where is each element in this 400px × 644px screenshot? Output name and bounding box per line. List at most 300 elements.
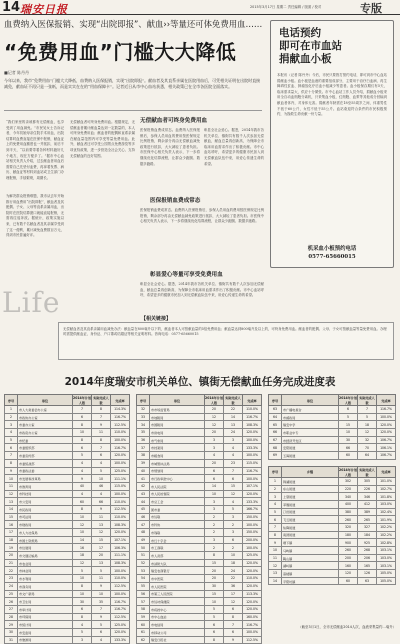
table-cell: 市交通运输局	[18, 552, 73, 560]
table-row	[269, 485, 396, 493]
table-cell: 22	[5, 567, 18, 575]
table-cell: 68	[269, 444, 282, 452]
col-header: 序号	[269, 466, 282, 477]
table-cell: 18	[73, 552, 92, 560]
table-cell: 陶山镇	[282, 554, 339, 562]
table-cell: 市红十字会	[150, 536, 205, 544]
table-cell: 5	[73, 567, 92, 575]
table-cell: 7	[92, 605, 111, 613]
table-cell: 市委宣传部	[18, 452, 73, 460]
table-cell: 103.0%	[377, 500, 396, 508]
table-cell: 市科协	[150, 521, 205, 529]
table-cell: 8	[92, 436, 111, 444]
table-cell: 2	[5, 413, 18, 421]
table-cell: 200.0%	[243, 536, 262, 544]
table-cell: 14	[205, 482, 224, 490]
table-cell: 101.0%	[377, 477, 396, 485]
table-cell: 10	[269, 547, 282, 555]
table-cell: 59	[137, 613, 150, 621]
table-cell: 仙降街道	[282, 523, 339, 531]
table-cell: 市疾控中心	[150, 605, 205, 613]
table-cell: 60	[339, 452, 358, 460]
table-cell: 120.0%	[111, 452, 130, 460]
table-cell: 116.7%	[111, 413, 130, 421]
table-row	[137, 567, 262, 575]
table-row	[137, 521, 262, 529]
table-cell: 36	[224, 582, 243, 590]
article-lead: 今年以来，我市“免费用血”门槛大大降低，血费纳入医保报销，实现“出院即报”。献血者及其直系亲属在医院用血后，可凭相关证明在出院时直接减免，献血证不再只是一张纸，而是实实在在的“用血保障卡”。记者近日从市中心血站获悉，相关政策已在全市各医院全面落实。	[4, 78, 261, 89]
table-cell: 平阳坑镇	[282, 577, 339, 585]
table-cell: 180	[339, 531, 358, 539]
col-header: 序号	[5, 395, 18, 406]
table-cell: 6	[92, 628, 111, 636]
table-cell: 120.0%	[243, 598, 262, 606]
table-cell: 10	[73, 513, 92, 521]
table-cell: 30	[339, 436, 358, 444]
table-row	[269, 421, 396, 429]
table-cell: 市工商联	[150, 544, 205, 552]
table-cell: 46	[137, 513, 150, 521]
table-cell: 103.0%	[377, 554, 396, 562]
table-cell: 市规划局	[150, 467, 205, 475]
table-cell: 120.0%	[243, 582, 262, 590]
table-cell: 4	[92, 459, 111, 467]
table-cell: 10	[5, 475, 18, 483]
table-cell: 瑞安农商银行	[150, 567, 205, 575]
table-cell: 飞云街道	[282, 516, 339, 524]
table-row	[5, 575, 130, 583]
section-subhead: 无偿献血者可终身免费用血	[140, 118, 208, 124]
township-table	[268, 466, 396, 586]
table-cell: 100.0%	[111, 567, 130, 575]
table-cell: 101.8%	[377, 493, 396, 501]
table-cell: 64	[269, 413, 282, 421]
table-cell: 玉海街道	[282, 452, 339, 460]
table-cell: 6	[73, 605, 92, 613]
table-cell: 13	[5, 498, 18, 506]
table-row	[5, 505, 130, 513]
table-cell: 7	[224, 467, 243, 475]
table-cell: 2	[205, 544, 224, 552]
table-cell: 150.0%	[243, 529, 262, 537]
table-row	[137, 421, 262, 429]
table-cell: 60	[339, 577, 358, 585]
table-cell: 100.0%	[243, 521, 262, 529]
table-cell: 112.5%	[111, 421, 130, 429]
table-cell: 4	[73, 467, 92, 475]
table-row	[5, 529, 130, 537]
table-cell: 110.0%	[111, 429, 130, 437]
related-info-tag: 【相关链接】	[138, 315, 174, 322]
table-block	[136, 394, 262, 644]
table-cell: 108.3%	[243, 421, 262, 429]
table-cell: 30	[73, 598, 92, 606]
table-cell: 58	[137, 605, 150, 613]
table-cell: 市委政法委	[18, 467, 73, 475]
table-cell: 56	[137, 590, 150, 598]
table-cell: 33	[137, 413, 150, 421]
progress-table	[268, 394, 396, 460]
table-cell: 108.3%	[111, 521, 130, 529]
table-cell: 市职业中专	[282, 429, 339, 437]
table-cell: 14	[73, 536, 92, 544]
table-cell: 南滨街道	[282, 531, 339, 539]
table-cell: 226	[358, 485, 377, 493]
table-cell: 10	[339, 429, 358, 437]
table-cell: 13	[92, 521, 111, 529]
table-row	[137, 406, 262, 414]
table-cell: 5	[73, 628, 92, 636]
table-cell: 市经济开发区	[282, 436, 339, 444]
masthead	[0, 0, 400, 15]
table-row	[5, 452, 130, 460]
table-row	[5, 521, 130, 529]
table-cell: 25	[5, 590, 18, 598]
table-cell: 马屿镇	[282, 547, 339, 555]
table-cell: 市纪委	[18, 436, 73, 444]
table-row	[137, 467, 262, 475]
table-row	[137, 505, 262, 513]
table-cell: 100.0%	[111, 490, 130, 498]
table-cell: 31	[5, 636, 18, 644]
table-row	[137, 452, 262, 460]
table-cell: 103.1%	[377, 547, 396, 555]
table-row	[5, 459, 130, 467]
table-cell: 市政协办公室	[18, 413, 73, 421]
table-cell: 57	[137, 598, 150, 606]
table-cell: 106.1%	[377, 444, 396, 452]
table-row	[137, 498, 262, 506]
table-cell: 120.0%	[377, 429, 396, 437]
table-row	[137, 444, 262, 452]
table-cell: 市林业局	[18, 567, 73, 575]
article-column: 医保报销血费成常态。血费纳入医保报销后，参保人员用血的费用按医保规定比例报销，剩余部分再由无偿献血减免政策进行抵扣，大大减轻了患者负担。市医保中心相关负责人表示，下一步将继续优化结算流程，让群众少跑腿、数据多跑路。	[140, 208, 264, 224]
table-cell: 220	[339, 485, 358, 493]
table-cell: 14	[224, 413, 243, 421]
table-cell: 3	[224, 529, 243, 537]
table-cell: 15	[339, 421, 358, 429]
table-cell: 120.0%	[243, 559, 262, 567]
table-cell: 166.7%	[243, 505, 262, 513]
table-cell: 45	[137, 505, 150, 513]
related-info-box	[58, 322, 394, 360]
table-cell: 12	[224, 598, 243, 606]
table-cell: 63	[358, 577, 377, 585]
table-cell: 9	[92, 505, 111, 513]
table-row	[269, 570, 396, 578]
table-cell: 8	[73, 613, 92, 621]
table-cell: 12	[73, 521, 92, 529]
table-row	[5, 498, 130, 506]
table-row	[5, 436, 130, 444]
table-row	[137, 598, 262, 606]
table-cell: 17	[92, 544, 111, 552]
table-cell: 70	[358, 444, 377, 452]
col-header: 序号	[269, 395, 282, 406]
table-cell: 100.0%	[111, 436, 130, 444]
table-cell: 3	[269, 493, 282, 501]
table-cell: 市公安局	[18, 498, 73, 506]
table-row	[137, 429, 262, 437]
table-row	[269, 554, 396, 562]
table-row	[137, 482, 262, 490]
table-cell: 20	[205, 567, 224, 575]
table-cell: 4	[73, 490, 92, 498]
table-cell: 40	[137, 467, 150, 475]
table-cell: 市档案局	[150, 444, 205, 452]
table-cell: 市第三人民医院	[150, 590, 205, 598]
table-cell: 8	[205, 552, 224, 560]
sidebar-hotline: 机采血小板预约电话 0577-65660015	[307, 246, 357, 260]
divider	[4, 110, 262, 111]
table-cell: 112.5%	[243, 636, 262, 644]
article-headline: “免费用血”门槛大大降低	[4, 40, 237, 64]
table-cell: 市中医院	[150, 575, 205, 583]
table-cell: 2	[224, 521, 243, 529]
table-cell: 100.0%	[243, 452, 262, 460]
table-cell: 瑞安日报社	[150, 636, 205, 644]
table-cell: 8	[205, 636, 224, 644]
table-cell: 47	[137, 521, 150, 529]
table-cell: 63	[269, 406, 282, 414]
table-cell: 39	[137, 459, 150, 467]
table-row	[137, 559, 262, 567]
table-cell: 7	[92, 444, 111, 452]
table-cell: 20	[5, 552, 18, 560]
table-cell: 20	[205, 406, 224, 414]
table-cell: 市住建局	[18, 544, 73, 552]
table-row	[269, 452, 396, 460]
table-block	[4, 394, 130, 644]
table-cell: 3	[205, 505, 224, 513]
table-cell: 12	[205, 421, 224, 429]
table-cell: 市文广新局	[18, 590, 73, 598]
table-cell: 9	[92, 421, 111, 429]
section-label: 专版	[360, 2, 382, 15]
sidebar-title: 电话预约 即可在市血站 捐献血小板	[279, 27, 342, 65]
table-cell: 市人民检察院	[150, 490, 205, 498]
table-cell: 市财政局	[18, 521, 73, 529]
table-cell: 9	[5, 467, 18, 475]
table-row	[269, 562, 396, 570]
table-cell: 412	[358, 500, 377, 508]
table-cell: 4	[5, 429, 18, 437]
table-cell: 20	[205, 429, 224, 437]
table-cell: 11	[269, 554, 282, 562]
table-cell: 市城管执法局	[150, 459, 205, 467]
table-cell: 5	[224, 505, 243, 513]
table-cell: 8	[73, 505, 92, 513]
table-cell: 5	[5, 436, 18, 444]
table-row	[269, 500, 396, 508]
table-cell: 19	[5, 544, 18, 552]
table-cell: 12	[205, 413, 224, 421]
section-subhead: 彰显爱心等量可享受免费用血	[150, 272, 223, 278]
table-cell: 市商务局	[18, 582, 73, 590]
table-cell: 安阳街道	[282, 444, 339, 452]
table-cell: 7	[92, 413, 111, 421]
article-kicker: 血费纳入医保报销、实现“出院即报”、献血››等量还可体免费用血……	[4, 19, 263, 29]
table-cell: 市地税局	[150, 413, 205, 421]
table-row	[5, 636, 130, 644]
table-cell: 110.0%	[243, 406, 262, 414]
table-cell: 69	[269, 452, 282, 460]
table-cell: 12	[269, 562, 282, 570]
table-cell: 52	[137, 559, 150, 567]
table-cell: 市人大常委会办公室	[18, 406, 73, 414]
table-cell: 41	[137, 475, 150, 483]
table-cell: 市供电局	[150, 429, 205, 437]
table-cell: 184	[358, 531, 377, 539]
table-block	[268, 394, 396, 585]
table-cell: 26	[5, 598, 18, 606]
table-cell: 6	[224, 536, 243, 544]
table-row	[137, 459, 262, 467]
table-cell: 团市委	[150, 505, 205, 513]
table-cell: 51	[137, 552, 150, 560]
col-header: 2014年计划人数	[339, 396, 357, 405]
table-cell: 268	[358, 547, 377, 555]
table-cell: 市教育局	[18, 482, 73, 490]
table-cell: 16	[5, 521, 18, 529]
table-cell: 103.1%	[377, 562, 396, 570]
table-cell: 11	[92, 513, 111, 521]
table-cell: 150.0%	[243, 513, 262, 521]
table-cell: 东山街道	[282, 485, 339, 493]
table-cell: 14	[269, 577, 282, 585]
table-cell: 10	[73, 590, 92, 598]
table-cell: 265	[358, 516, 377, 524]
table-row	[137, 613, 262, 621]
table-row	[269, 577, 396, 585]
table-cell: 市市场监管局	[150, 406, 205, 414]
table-cell: 6	[224, 605, 243, 613]
table-cell: 100.0%	[111, 459, 130, 467]
table-cell: 106.7%	[377, 452, 396, 460]
table-cell: 6	[339, 406, 358, 414]
table-cell: 4	[224, 444, 243, 452]
table-cell: 62	[137, 636, 150, 644]
table-cell: 市中心血站	[150, 613, 205, 621]
table-cell: 108.3%	[111, 559, 130, 567]
table-cell: 6	[224, 475, 243, 483]
table-cell: 市残联	[150, 529, 205, 537]
table-row	[137, 628, 262, 636]
table-cell: 5	[92, 621, 111, 629]
table-cell: 15	[92, 536, 111, 544]
table-cell: 37	[137, 444, 150, 452]
table-cell: 65	[269, 421, 282, 429]
table-cell: 6	[224, 628, 243, 636]
table-cell: 18	[358, 421, 377, 429]
table-cell: 55	[137, 582, 150, 590]
table-cell: 10	[92, 475, 111, 483]
table-cell: 112.5%	[111, 505, 130, 513]
table-cell: 上望街道	[282, 493, 339, 501]
table-cell: 34	[137, 421, 150, 429]
table-cell: 3	[205, 444, 224, 452]
table-cell: 市气象局	[150, 436, 205, 444]
table-cell: 锦湖街道	[282, 477, 339, 485]
table-cell: 10	[205, 490, 224, 498]
table-cell: 市安监局	[18, 628, 73, 636]
table-cell: 10	[73, 575, 92, 583]
table-cell: 200	[339, 554, 358, 562]
table-cell: 53	[137, 567, 150, 575]
table-cell: 900	[339, 539, 358, 547]
table-cell: 35	[92, 598, 111, 606]
table-cell: 5	[92, 567, 111, 575]
table-cell: 100.0%	[243, 475, 262, 483]
table-cell: 8	[73, 421, 92, 429]
table-row	[137, 636, 262, 644]
table-row	[5, 406, 130, 414]
table-row	[269, 406, 396, 414]
table-cell: 4	[205, 452, 224, 460]
table-cell: 9	[92, 582, 111, 590]
col-header: 完成率	[377, 466, 396, 477]
table-cell: 8	[73, 436, 92, 444]
table-row	[269, 508, 396, 516]
table-cell: 9	[92, 613, 111, 621]
dateline: 2015年3月17日 星期二 责任编辑 / 版面 / 校对	[250, 5, 322, 9]
table-cell: 48	[137, 529, 150, 537]
table-cell: 20	[92, 552, 111, 560]
table-cell: 6	[205, 467, 224, 475]
table-cell: 100.0%	[111, 590, 130, 598]
table-row	[5, 544, 130, 552]
table-cell: 塘下镇	[282, 539, 339, 547]
table-cell: 8	[73, 582, 92, 590]
col-header: 单位	[282, 395, 339, 406]
table-cell: 5	[92, 467, 111, 475]
table-cell: 115.0%	[111, 482, 130, 490]
table-cell: 市妇幼保健院	[150, 598, 205, 606]
table-cell: 925	[358, 539, 377, 547]
table-cell: 9	[269, 539, 282, 547]
table-row	[5, 598, 130, 606]
table-row	[137, 590, 262, 598]
table-cell: 4	[92, 636, 111, 644]
table-cell: 107.1%	[111, 536, 130, 544]
table-cell: 116.7%	[111, 605, 130, 613]
table-cell: 42	[137, 482, 150, 490]
table-cell: 市委统战部	[18, 459, 73, 467]
table-cell: 116.7%	[243, 413, 262, 421]
table-cell: 8	[269, 531, 282, 539]
table-row	[5, 467, 130, 475]
table-cell: 110.0%	[243, 575, 262, 583]
table-row	[5, 513, 130, 521]
col-header: 完成率	[243, 395, 262, 406]
table-cell: 116.7%	[111, 444, 130, 452]
table-cell: 102.4%	[377, 508, 396, 516]
table-cell: 100.0%	[243, 544, 262, 552]
table-cell: 120.0%	[243, 429, 262, 437]
table-cell: 6	[5, 444, 18, 452]
table-cell: 60	[73, 498, 92, 506]
col-header: 2014年计划人数	[73, 396, 91, 405]
article-column: 彰显全社会爱心。据悉，2014年我市各机关单位、镇街共有数千人次参加无偿献血，献血总量再创新高，为保障全市临床用血需求作出了积极贡献。市中心血站呼吁，希望更多的健康市民加入到无偿献血队伍中来，用爱心传递生命的希望。	[140, 282, 264, 298]
table-cell: 20	[205, 459, 224, 467]
table-cell: 15	[205, 590, 224, 598]
table-cell: 35	[137, 429, 150, 437]
col-header: 2014年计划人数	[339, 467, 357, 477]
table-cell: 市邮政局	[282, 413, 339, 421]
table-cell: 18	[5, 536, 18, 544]
table-cell: 5	[269, 508, 282, 516]
table-row	[269, 523, 396, 531]
